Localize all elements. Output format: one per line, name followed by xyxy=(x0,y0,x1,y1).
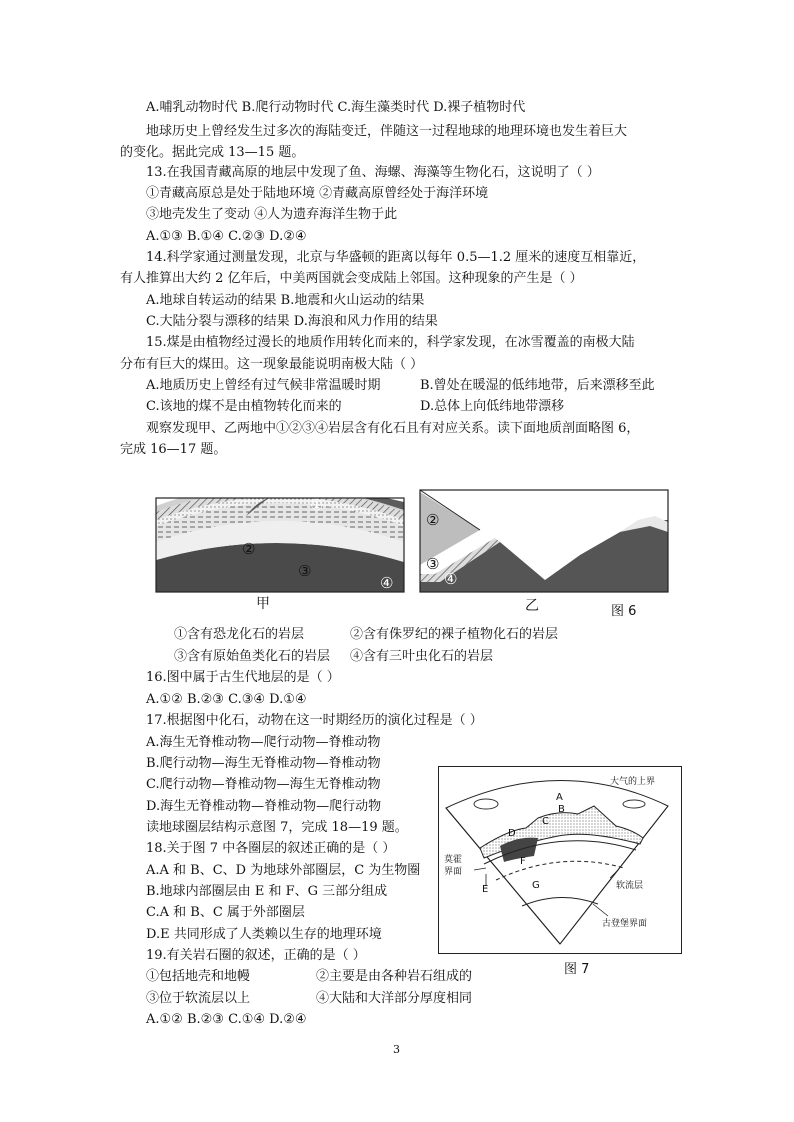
mark-2-jia: ② xyxy=(242,540,256,558)
mark-3-yi: ③ xyxy=(426,555,440,573)
intro-18-19: 读地球圈层结构示意图 7，完成 18—19 题。 xyxy=(146,820,408,835)
fig6-legend-1: ①含有恐龙化石的岩层 xyxy=(174,627,305,642)
q12-options: A.哺乳动物时代 B.爬行动物时代 C.海生藻类时代 D.裸子植物时代 xyxy=(146,100,526,115)
letter-F: F xyxy=(520,856,526,867)
figure-7-caption: 图 7 xyxy=(564,962,590,977)
mark-4-yi: ④ xyxy=(444,570,458,588)
label-yi: 乙 xyxy=(525,598,539,614)
figure-6-geologic-section xyxy=(150,470,680,620)
q18-stem: 18.关于图 7 中各圈层的叙述正确的是（ ） xyxy=(146,841,396,856)
letter-D: D xyxy=(508,828,516,839)
q13-stem: 13.在我国青藏高原的地层中发现了鱼、海螺、海藻等生物化石，这说明了（ ） xyxy=(146,165,600,180)
q14-options-ab: A.地球自转运动的结果 B.地震和火山运动的结果 xyxy=(146,293,425,308)
q17-option-b: B.爬行动物—海生无脊椎动物—脊椎动物 xyxy=(146,756,381,771)
letter-G: G xyxy=(532,880,540,891)
q17-option-c: C.爬行动物—脊椎动物—海生无脊椎动物 xyxy=(146,777,381,792)
q16-stem: 16.图中属于古生代地层的是（ ） xyxy=(146,670,340,685)
q19-statement-3: ③位于软流层以上 xyxy=(146,991,251,1006)
q14-stem-line1: 14.科学家通过测量发现，北京与华盛顿的距离以每年 0.5—1.2 厘米的速度互相靠近， xyxy=(146,250,646,265)
intro-16-17-line2: 完成 16—17 题。 xyxy=(120,442,227,457)
figure-6-caption: 图 6 xyxy=(611,604,637,619)
q18-option-d: D.E 共同形成了人类赖以生存的地理环境 xyxy=(146,927,382,942)
letter-C: C xyxy=(542,816,549,827)
q14-stem-line2: 有人推算出大约 2 亿年后，中美两国就会变成陆上邻国。这种现象的产生是（ ） xyxy=(120,271,583,286)
mark-4-jia: ④ xyxy=(380,574,394,592)
figure-7-earth-spheres xyxy=(438,766,682,954)
q19-stem: 19.有关岩石圈的叙述，正确的是（ ） xyxy=(146,948,366,963)
fig6-legend-4: ④含有三叶虫化石的岩层 xyxy=(350,649,494,664)
q15-stem-line2: 分布有巨大的煤田。这一现象最能说明南极大陆（ ） xyxy=(120,357,424,372)
q18-option-b: B.地球内部圈层由 E 和 F、G 三部分组成 xyxy=(146,884,388,899)
q19-statement-1: ①包括地壳和地幔 xyxy=(146,969,251,984)
q15-option-a: A.地质历史上曾经有过气候非常温暖时期 xyxy=(146,378,381,393)
q13-statements-2: ③地壳发生了变动 ④人为遗弃海洋生物于此 xyxy=(146,207,398,222)
letter-A: A xyxy=(556,792,563,803)
q17-option-a: A.海生无脊椎动物—爬行动物—脊椎动物 xyxy=(146,735,381,750)
letter-E: E xyxy=(482,884,489,895)
section-jia xyxy=(156,476,404,592)
mark-2-yi: ② xyxy=(426,511,440,529)
fig6-legend-3: ③含有原始鱼类化石的岩层 xyxy=(174,649,331,664)
label-jia: 甲 xyxy=(256,596,270,612)
q15-option-b: B.曾处在暖湿的低纬地带，后来漂移至此 xyxy=(420,378,655,393)
label-atmosphere-top: 大气的上界 xyxy=(610,777,656,787)
label-asthenosphere: 软流层 xyxy=(616,881,644,891)
page-number: 3 xyxy=(393,1043,400,1056)
mark-1-jia: ① xyxy=(310,496,324,514)
mark-3-jia: ③ xyxy=(298,562,312,580)
label-moho-2: 界面 xyxy=(444,867,463,877)
q18-option-a: A.A 和 B、C、D 为地球外部圈层，C 为生物圈 xyxy=(146,863,421,878)
q15-option-c: C.该地的煤不是由植物转化而来的 xyxy=(146,399,342,414)
intro-13-15-line1: 地球历史上曾经发生过多次的海陆变迁，伴随这一过程地球的地理环境也发生着巨大 xyxy=(146,124,628,139)
q13-options: A.①③ B.①④ C.②③ D.②④ xyxy=(146,229,307,244)
q17-option-d: D.海生无脊椎动物—脊椎动物—爬行动物 xyxy=(146,799,382,814)
q14-options-cd: C.大陆分裂与漂移的结果 D.海浪和风力作用的结果 xyxy=(146,314,438,329)
intro-16-17-line1: 观察发现甲、乙两地中①②③④岩层含有化石且有对应关系。读下面地质剖面略图 6， xyxy=(146,421,640,436)
q19-options: A.①② B.②③ C.①④ D.②④ xyxy=(146,1012,307,1027)
q17-stem: 17.根据图中化石，动物在这一时期经历的演化过程是（ ） xyxy=(146,713,483,728)
q15-option-d: D.总体上向低纬地带漂移 xyxy=(420,399,565,414)
q18-option-c: C.A 和 B、C 属于外部圈层 xyxy=(146,905,305,920)
label-moho-1: 莫霍 xyxy=(444,855,463,865)
q16-options: A.①② B.②③ C.③④ D.①④ xyxy=(146,692,307,707)
fig6-legend-2: ②含有侏罗纪的裸子植物化石的岩层 xyxy=(350,627,559,642)
q19-statement-2: ②主要是由各种岩石组成的 xyxy=(316,969,473,984)
q15-stem-line1: 15.煤是由植物经过漫长的地质作用转化而来的，科学家发现，在冰雪覆盖的南极大陆 xyxy=(146,335,635,350)
label-gutenberg: 古登堡界面 xyxy=(602,919,648,929)
intro-13-15-line2: 的变化。据此完成 13—15 题。 xyxy=(120,145,305,160)
letter-B: B xyxy=(558,804,565,815)
q19-statement-4: ④大陆和大洋部分厚度相同 xyxy=(316,991,473,1006)
q13-statements-1: ①青藏高原总是处于陆地环境 ②青藏高原曾经处于海洋环境 xyxy=(146,186,489,201)
